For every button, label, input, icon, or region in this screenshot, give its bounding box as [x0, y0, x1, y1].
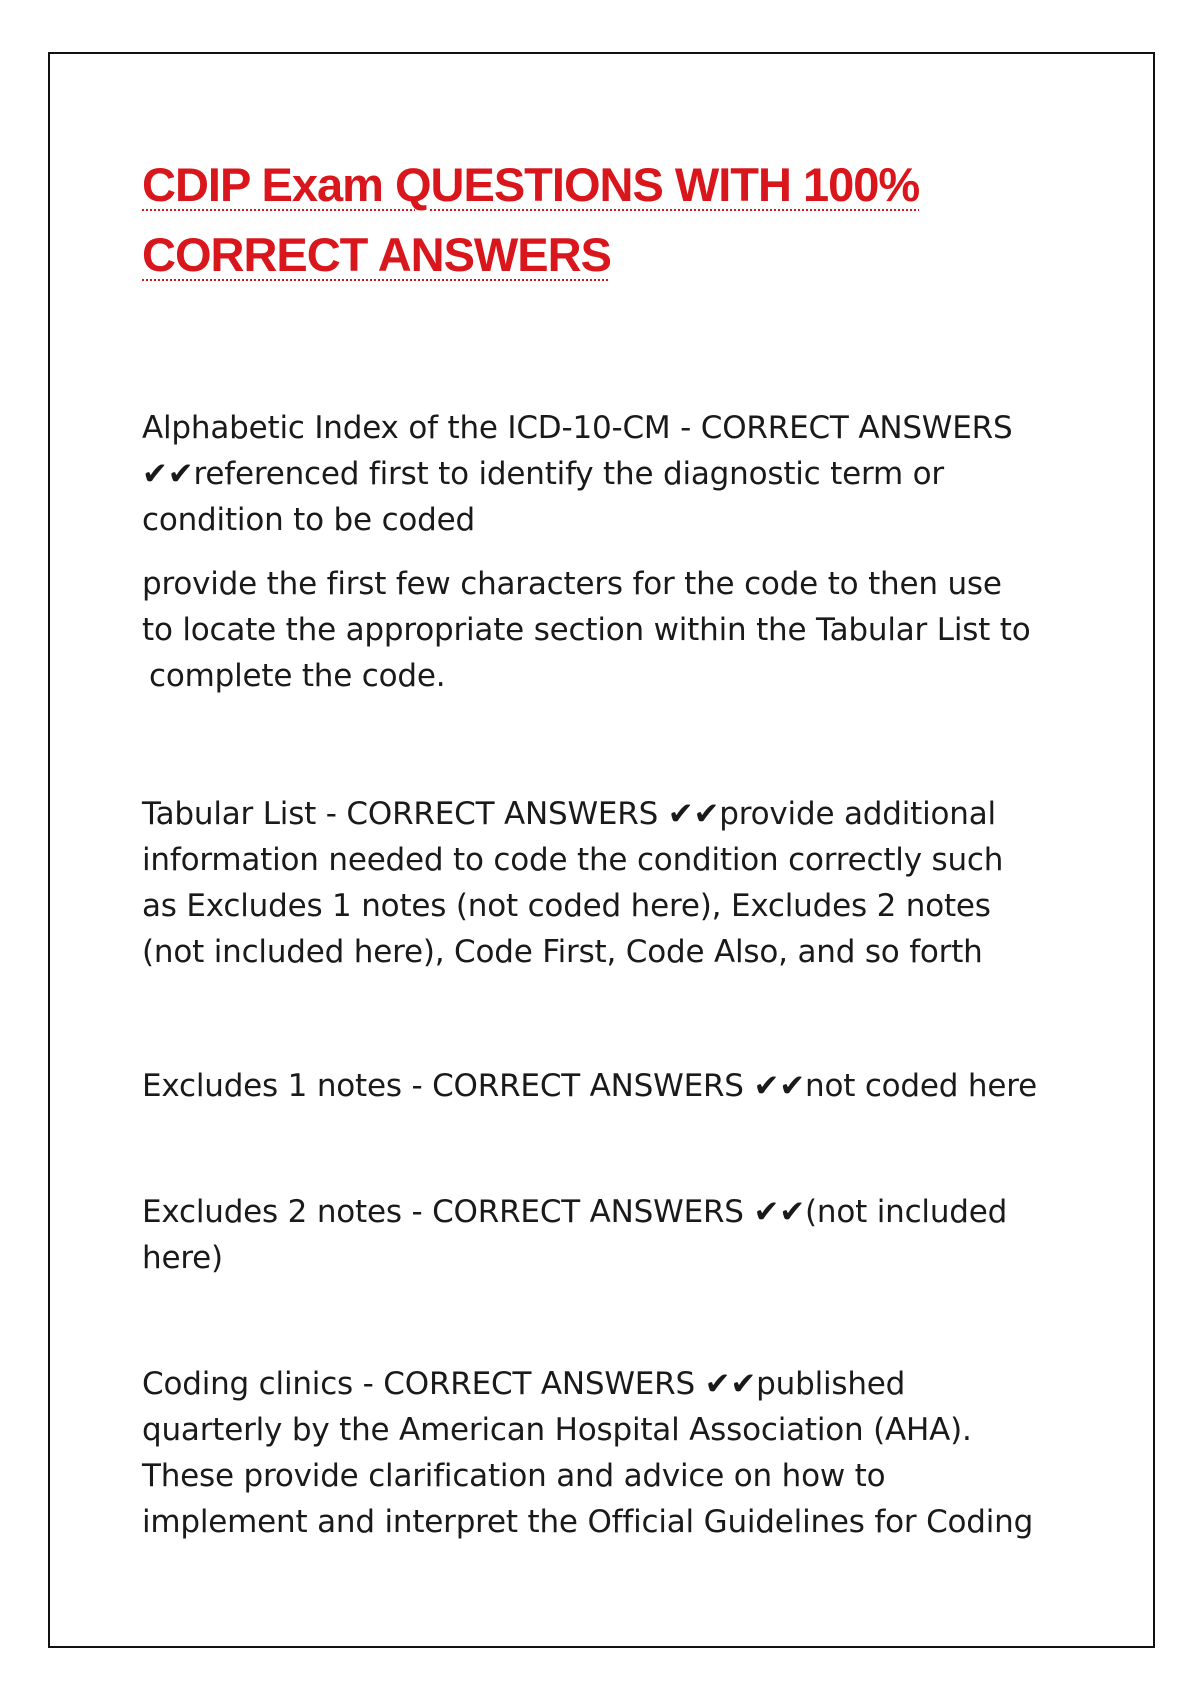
document-title — [142, 150, 1082, 290]
entry-line: (not included here), Code First, Code Also, and so forth — [142, 934, 983, 970]
document-content — [142, 150, 1082, 1545]
entry-line: Excludes 1 notes - CORRECT ANSWERS ✔✔not coded here — [142, 1068, 1037, 1104]
entry-line: Alphabetic Index of the ICD-10-CM - CORRECT ANSWERS — [142, 410, 1013, 446]
entry-line: complete the code. — [149, 658, 446, 694]
entry-excludes-1 — [142, 1063, 1082, 1109]
entry-line: provide the first few characters for the code to then use — [142, 566, 1002, 602]
title-line-1: CDIP Exam QUESTIONS WITH 100% — [142, 158, 920, 211]
entry-coding-clinics — [142, 1361, 1082, 1545]
entry-line: Coding clinics - CORRECT ANSWERS ✔✔published — [142, 1366, 906, 1402]
entry-line: implement and interpret the Official Guidelines for Coding — [142, 1504, 1034, 1540]
entry-line: Excludes 2 notes - CORRECT ANSWERS ✔✔(not included — [142, 1194, 1008, 1230]
entry-line: information needed to code the condition correctly such — [142, 842, 1004, 878]
entry-line: to locate the appropriate section within the Tabular List to — [142, 612, 1031, 648]
title-line-2: CORRECT ANSWERS — [142, 228, 611, 281]
entry-line: quarterly by the American Hospital Association (AHA). — [142, 1412, 972, 1448]
entry-line: here) — [142, 1240, 223, 1276]
entry-line: These provide clarification and advice on how to — [142, 1458, 886, 1494]
entry-alphabetic-index-continued — [142, 561, 1082, 699]
entry-alphabetic-index — [142, 405, 1082, 543]
entry-line: as Excludes 1 notes (not coded here), Excludes 2 notes — [142, 888, 991, 924]
entry-tabular-list — [142, 791, 1082, 975]
entry-excludes-2 — [142, 1189, 1082, 1281]
entry-line: Tabular List - CORRECT ANSWERS ✔✔provide additional — [142, 796, 996, 832]
entry-line: condition to be coded — [142, 502, 476, 538]
entry-line: ✔✔referenced first to identify the diagnostic term or — [142, 456, 944, 492]
